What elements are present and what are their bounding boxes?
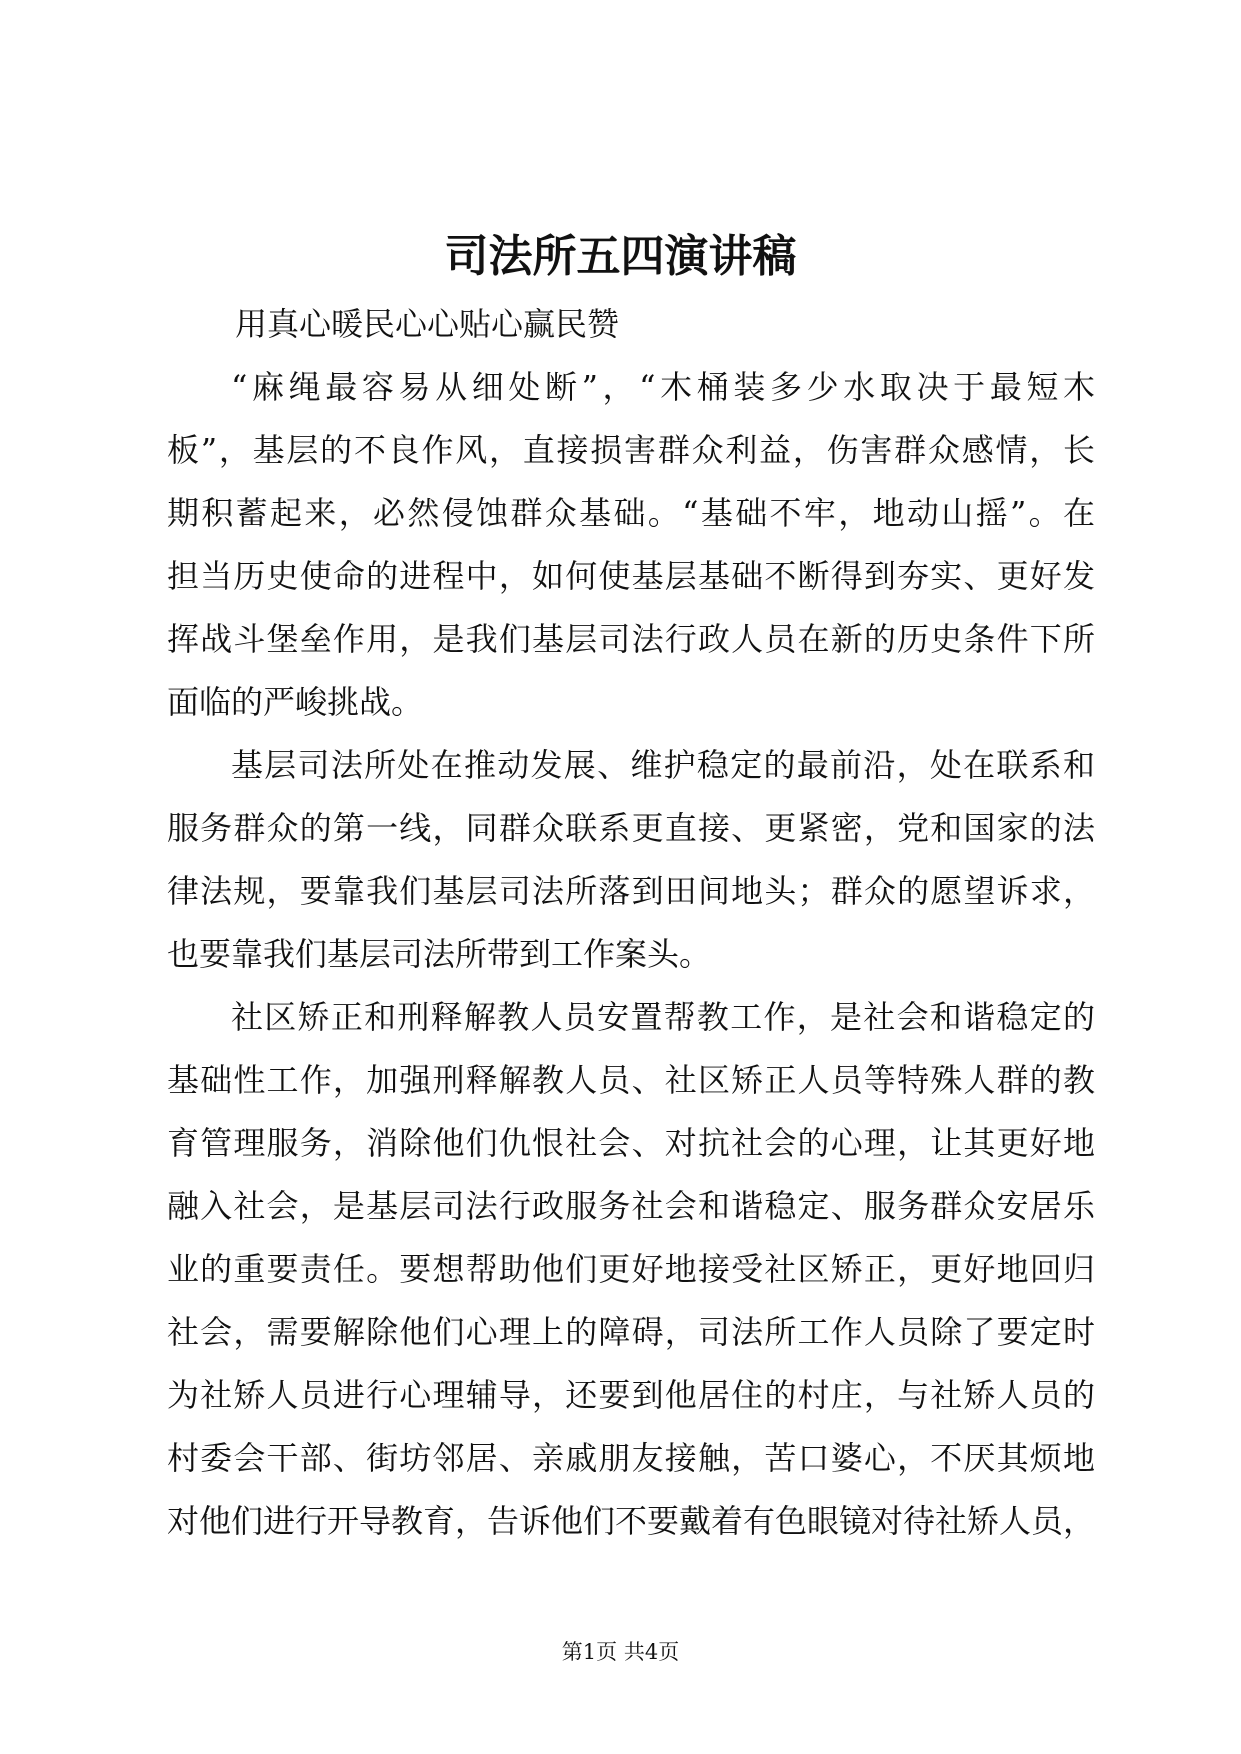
page-footer: 第1页 共4页 <box>561 1640 680 1664</box>
paragraph-line: 律法规，要靠我们基层司法所落到田间地头；群众的愿望诉求， <box>167 872 1095 910</box>
paragraph-line: 也要靠我们基层司法所带到工作案头。 <box>167 935 712 973</box>
paragraph-line: 基层司法所处在推动发展、维护稳定的最前沿，处在联系和 <box>231 746 1095 784</box>
document-title: 司法所五四演讲稿 <box>444 231 797 282</box>
paragraph-line: 服务群众的第一线，同群众联系更直接、更紧密，党和国家的法 <box>167 809 1095 847</box>
paragraph-line: 社区矫正和刑释解教人员安置帮教工作，是社会和谐稳定的 <box>231 998 1095 1036</box>
paragraph-line: 融入社会，是基层司法行政服务社会和谐稳定、服务群众安居乐 <box>167 1187 1095 1225</box>
paragraph-line: 为社矫人员进行心理辅导，还要到他居住的村庄，与社矫人员的 <box>167 1376 1095 1414</box>
document-body <box>167 293 1095 1553</box>
paragraph-line: 面临的严峻挑战。 <box>167 683 424 721</box>
document-subtitle: 用真心暖民心心贴心赢民赞 <box>235 305 620 343</box>
paragraph-line: 板”，基层的不良作风，直接损害群众利益，伤害群众感情，长 <box>167 431 1095 469</box>
paragraph-line: 担当历史使命的进程中，如何使基层基础不断得到夯实、更好发 <box>167 557 1095 595</box>
paragraph-line: 业的重要责任。要想帮助他们更好地接受社区矫正，更好地回归 <box>167 1250 1095 1288</box>
paragraph-line: 期积蓄起来，必然侵蚀群众基础。“基础不牢，地动山摇”。在 <box>167 494 1095 532</box>
paragraph-line: 基础性工作，加强刑释解教人员、社区矫正人员等特殊人群的教 <box>167 1061 1095 1099</box>
paragraph-line: 村委会干部、街坊邻居、亲戚朋友接触，苦口婆心，不厌其烦地 <box>167 1439 1095 1477</box>
paragraph-line: 挥战斗堡垒作用，是我们基层司法行政人员在新的历史条件下所 <box>167 620 1095 658</box>
paragraph-line: 育管理服务，消除他们仇恨社会、对抗社会的心理，让其更好地 <box>167 1124 1095 1162</box>
paragraph-line: “麻绳最容易从细处断”，“木桶装多少水取决于最短木 <box>231 368 1095 406</box>
paragraph-line: 对他们进行开导教育，告诉他们不要戴着有色眼镜对待社矫人员， <box>167 1502 1096 1540</box>
paragraph-line: 社会，需要解除他们心理上的障碍，司法所工作人员除了要定时 <box>167 1313 1095 1351</box>
